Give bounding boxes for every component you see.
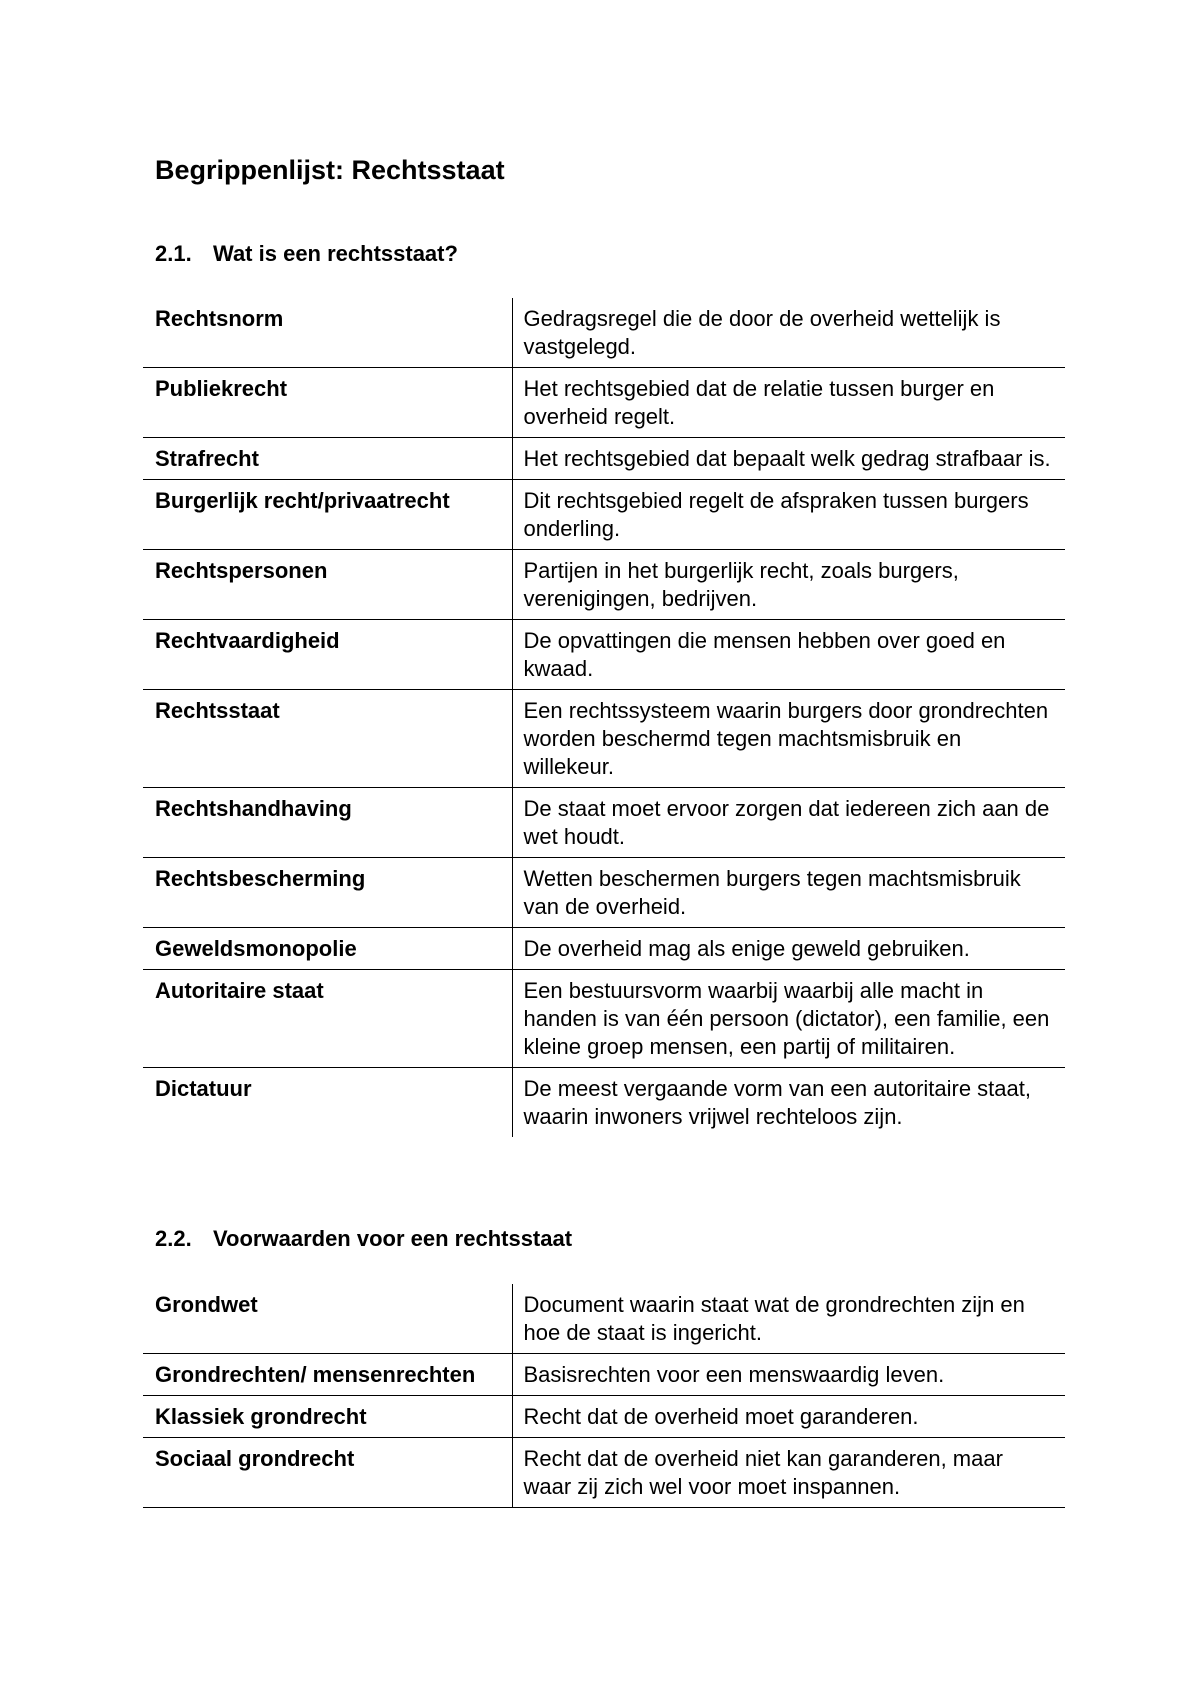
- term-cell: Sociaal grondrecht: [143, 1438, 512, 1508]
- table-row: [143, 550, 1065, 620]
- section-title: Wat is een rechtsstaat?: [213, 241, 458, 266]
- table-row: [143, 928, 1065, 970]
- definition-cell: Recht dat de overheid moet garanderen.: [512, 1396, 1065, 1438]
- term-cell: Grondrechten/ mensenrechten: [143, 1354, 512, 1396]
- term-cell: Klassiek grondrecht: [143, 1396, 512, 1438]
- table-row: [143, 368, 1065, 438]
- term-cell: Rechtshandhaving: [143, 788, 512, 858]
- table-row: [143, 1396, 1065, 1438]
- definition-cell: Basisrechten voor een menswaardig leven.: [512, 1354, 1065, 1396]
- table-row: [143, 1068, 1065, 1138]
- section-number: 2.1.: [155, 241, 192, 266]
- definition-cell: De overheid mag als enige geweld gebruiken.: [512, 928, 1065, 970]
- table-row: [143, 1354, 1065, 1396]
- definition-cell: Wetten beschermen burgers tegen machtsmisbruik van de overheid.: [512, 858, 1065, 928]
- glossary-table-2-1: [143, 298, 1065, 1137]
- table-row: [143, 1438, 1065, 1508]
- term-cell: Burgerlijk recht/privaatrecht: [143, 480, 512, 550]
- term-cell: Dictatuur: [143, 1068, 512, 1138]
- table-row: [143, 858, 1065, 928]
- table-row: [143, 690, 1065, 788]
- term-cell: Rechtsstaat: [143, 690, 512, 788]
- table-row: [143, 970, 1065, 1068]
- definition-cell: Een bestuursvorm waarbij waarbij alle macht in handen is van één persoon (dictator), een familie, een kleine groep mensen, een partij of militairen.: [512, 970, 1065, 1068]
- page-title: Begrippenlijst: Rechtsstaat: [155, 155, 505, 185]
- term-cell: Rechtsnorm: [143, 298, 512, 368]
- definition-cell: Het rechtsgebied dat de relatie tussen burger en overheid regelt.: [512, 368, 1065, 438]
- section-heading-2-2: [155, 1225, 572, 1253]
- term-cell: Grondwet: [143, 1284, 512, 1354]
- definition-cell: Dit rechtsgebied regelt de afspraken tussen burgers onderling.: [512, 480, 1065, 550]
- term-cell: Strafrecht: [143, 438, 512, 480]
- table-row: [143, 620, 1065, 690]
- definition-cell: Gedragsregel die de door de overheid wettelijk is vastgelegd.: [512, 298, 1065, 368]
- definition-cell: De opvattingen die mensen hebben over goed en kwaad.: [512, 620, 1065, 690]
- table-row: [143, 1284, 1065, 1354]
- glossary-table-2-2: [143, 1284, 1065, 1508]
- definition-cell: De staat moet ervoor zorgen dat iedereen zich aan de wet houdt.: [512, 788, 1065, 858]
- definition-cell: Een rechtssysteem waarin burgers door grondrechten worden beschermd tegen machtsmisbruik en willekeur.: [512, 690, 1065, 788]
- term-cell: Autoritaire staat: [143, 970, 512, 1068]
- section-number: 2.2.: [155, 1226, 192, 1251]
- definition-cell: De meest vergaande vorm van een autoritaire staat, waarin inwoners vrijwel rechteloos zijn.: [523, 1076, 1031, 1129]
- term-cell: Geweldsmonopolie: [143, 928, 512, 970]
- term-cell: Rechtspersonen: [143, 550, 512, 620]
- section-title: Voorwaarden voor een rechtsstaat: [213, 1226, 573, 1251]
- table-row: [143, 438, 1065, 480]
- term-cell: Rechtvaardigheid: [143, 620, 512, 690]
- definition-cell: Recht dat de overheid niet kan garanderen, maar waar zij zich wel voor moet inspannen.: [512, 1438, 1065, 1508]
- table-row: [143, 298, 1065, 368]
- table-row: [143, 480, 1065, 550]
- term-cell: Rechtsbescherming: [143, 858, 512, 928]
- definition-cell: Het rechtsgebied dat bepaalt welk gedrag strafbaar is.: [512, 438, 1065, 480]
- definition-cell: Document waarin staat wat de grondrechten zijn en hoe de staat is ingericht.: [512, 1284, 1065, 1354]
- table-row: [143, 788, 1065, 858]
- definition-cell: Partijen in het burgerlijk recht, zoals burgers, verenigingen, bedrijven.: [512, 550, 1065, 620]
- section-heading-2-1: [155, 240, 458, 268]
- term-cell: Publiekrecht: [143, 368, 512, 438]
